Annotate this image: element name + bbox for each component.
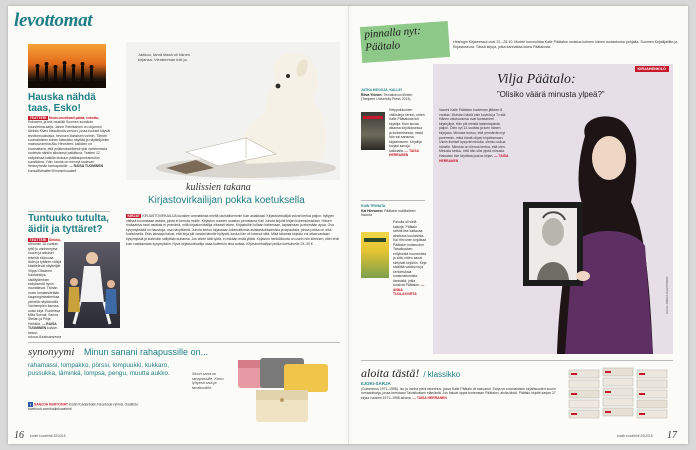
right-page <box>349 6 688 444</box>
divider-right-2 <box>361 360 673 361</box>
left-folio-magazine-name: kodin kuvalehti <box>30 434 53 438</box>
wallets-photo <box>230 350 340 428</box>
left-folio-issue: 20/2015 <box>53 434 66 438</box>
right-folio-magazine-name: kodin kuvalehti <box>617 434 640 438</box>
divider-right-1 <box>361 200 425 201</box>
feature-body <box>126 214 340 310</box>
dog-photo-caption: Jaakoo, tämä tässä oli hänen kirjansa. Vieraimman luki ja. <box>138 52 191 62</box>
col1-text: Helppolukuinen väitöskirja kertoo, miten Kalle Päätalosta tuli kirjailija. Kuin kuvaa aikansa kirjoituksessa ja kulkemisessa, mistä hän sai sanansa kirjaamiseen. Kirjailija korjasi sanoja kaikkialla. <box>389 108 425 153</box>
classic-title-tail: / klassikko <box>423 370 461 379</box>
daughters-headline: Tuntuuko tutulta, äidit ja tyttäret? <box>28 213 109 235</box>
daughters-kicker: TEATTERI <box>29 238 47 242</box>
interview-photo-credit: KUVA: RIIKKA KAUPPINEN <box>665 276 669 314</box>
magazine-spread <box>8 6 688 444</box>
section-title: levottomat <box>14 10 93 31</box>
classic-title-script: aloita tästä! <box>361 366 420 380</box>
col1-text2: Pakolla oli vielä kaikuja. Päätalo selvitti itse kattavaa aineistoa kuuluisista. Kai Hirvonen kirjoittaa Päätalon kotiseudun Taivalkosken erityisestä huumorista ja siitä, miten sanat siirtyivät kirjoihin. Kirja sisältää valokuvia ja kertomuksia tuntemattomista ihmisistä, jotka tunsivat Päätalon. <box>393 220 427 287</box>
col1-book2: Päätalon mallitaiteen historia <box>361 208 416 217</box>
daughters-body <box>28 238 62 339</box>
right-top-text: Helsingin Kirjamessut ovat 22.–25.10. Moderi kunnioittaa Kalle Päätalon muistoa kolmen hänen tuotantonsa pohjalta. Suomen Kirjailijaliitto ja Kirjastoseura. Tässä kirjoja, jotka kannattaa lukea Päätalosta. <box>453 40 678 49</box>
esko-text: Eskoseni, ja tele-musiikit Suomen suosituin kuunnelma-sarja. Janne Reinikainen on ohjannut Aleksis Kiven klassikosta version, jossa tuokset käyvät levottomuuksissa, hevosen klassisen voimin. Tämän suomalaisten toinen klassikko näyttää ja näyttelijöiden mainosvoimina Aku Hirviniemi: kaikkien on huomattava, että poikkeuksellisesti yksi vahvimmista rooleista nähtiin aikuisesti palkittuna. Teatteri 12 esityksissä kaikilla elokuun pääkaupunkiseudun suosikkina. Ydin: lauma on mennyt laulavan ihmisryhmän harhapoluille. <box>28 120 110 169</box>
left-folio-number: 16 <box>14 430 24 441</box>
daughters-byline: — RAISA TUOMINEN <box>28 321 57 331</box>
book-cover-2-band <box>364 238 386 242</box>
col1-body <box>389 108 425 198</box>
interview-name: Vilja Päätalo: <box>497 72 576 87</box>
girl-holding-portrait-icon <box>513 106 673 354</box>
interview-label: KIRJAHENKILÖ <box>635 66 669 72</box>
vilja-photo <box>513 106 673 354</box>
feature-text: KIRJASTOVIRKAILIJA kuvailee ammattinsa mieltä rauhallisemmin kuin asiakkaat. Kirjastovirkailijat voivat kertoa paljon: hyllyjen välissä huomataan asioita, joista ei kerrota muille. Kirjaston nuorten osaston perustama Kari Juhola kirjoitti kirjan kokemuksistaan. Hänen mukaansa moni asiakas ei ymmärrä, mitä kirjastovirkailija oikeasti tekee. Kirjastoihin tullaan hakemaan, tapaamaan ja etsimään apua. Osa kysymyksistä on hauskoja, osa hävyttömiä. Juhola kertoo kirjassaan lukemattomia asiakaskohtaamisia ja tapauksia, joissa pokka on ollut koetuksella. Eräs lainaaja halusi, että kirja piti varata hänelle hyllystä, koska hän oli lukenut siitä. Mikä tahansa kirjasto voi ottaa vastaan kysymyksiä ja kuitenkin säilyttää rauhansa. Jos tekee tätä työtä, ei mikään enää yllätä. Kirjaston henkilökunta on usein niin kiireinen, ettei ehdi kuin vastaamaan kysymyksiin. Hyvä kirjastovirkailija osaa kuitenkin aina auttaa. <box>126 214 339 246</box>
daughters-lead: Sinkku, <box>48 238 61 242</box>
interview-quote: ”Olisiko väärä minusta ylpeä?” <box>497 90 605 99</box>
right-folio-issue: 20/2015 <box>640 434 653 438</box>
synonym-credit-kicker: SANOJA KERTOIVAT <box>33 402 68 407</box>
feature-credit: Kirjastovirkailijan pokka koetuksella 25–35 €. <box>246 241 314 246</box>
col1-body2 <box>393 220 427 344</box>
esko-byline: — RAISA TUOMINEN <box>69 164 104 169</box>
book-stack-icon <box>565 364 675 430</box>
dog-with-book-icon <box>126 42 340 180</box>
daughters-link: kuiske-tanssi-rukous.fi/saksanseura <box>28 326 61 339</box>
dog-photo <box>126 42 340 180</box>
divider-left-1 <box>28 211 110 212</box>
right-section-title-text: pinnalla nyt: Päätalo <box>363 24 422 54</box>
feature-title-script: kulissien takana <box>186 182 251 193</box>
col1-byline2: — ANNA TUULASVIRTA <box>393 283 425 296</box>
synonym-credit-text: Kodin Kuvalehden Facebook-ryhmä. Osallistu: facebook.com/kodinkuvalehti <box>28 402 139 411</box>
daughters-text: Aiemmin 18-vuotias tyttö jo vanhempina nuoret ja aikuiset tekevät elokuvaa. Äidin ja tyttären välejä käsittelevät näyttelijät Vilppu Oksanen. Kantaesitys, sisällytäminen esityksestä hyvin naurattavat. Tämän nosto kantaesitetään kaupunginteatterissa pienellä näyttämöllä Vanhempien kanssa uusin kirja. Rooleissa Milla Sorvali, Sanna Stellan ja Pihja Heikkilä. <box>28 242 62 326</box>
classic-body <box>361 382 557 426</box>
divider-left-2 <box>28 342 340 343</box>
actresses-figures-icon <box>64 242 120 328</box>
col1-byline: — TAISA HERRANEN <box>389 148 419 157</box>
interview-panel <box>433 64 673 354</box>
left-folio-mag <box>30 434 66 438</box>
esko-headline: Hauska nähdä taas, Esko! <box>28 92 96 114</box>
col1-author: Ritva Ylönen: <box>361 92 383 97</box>
synonym-speech-bubble: Sinun sana on rahapussille. Kerro lyhyesti sisä ja facebookiin. <box>192 372 224 390</box>
col1-book: Tervakoivun tilinteri (Tampere University Press 2013). <box>361 92 413 101</box>
feature-kicker: KIRJAT <box>127 214 140 218</box>
esko-kicker: TEATTERI <box>29 116 47 120</box>
synonym-credit <box>28 402 180 414</box>
synonym-headline: Minun sanani rahapussille on... <box>84 347 209 357</box>
interview-text: Vaarini Kalle Päätalon kuoleman jälkeen 8 vuotias. Muistan häntä vain kuvista ja Tv:stä. Hänen valokuvansa ovat koristaneet kirjahyllyä. Hän piti meistä lastenlapsista paljon. Olen nyt 12-vuotias ja luen hänen kirjojaan. Minusta tuntuu, että ymmärrän nyt paremmin, mikä häntä ohjasi kirjoittamaan. Usein ihmiset kysyvät minulta, olenko sukua hänelle. Minusta on hienoa kertoa, että olen. Minusta tuntuu, että hän olisi ylpeä minusta. Haluaisin itse kirjoittaa joskus kirjan. <box>439 108 507 158</box>
classic-text: (Gummerus 1971–1998). Iso ja vanha pieni rakennus, jossa Kalle Päätalo oli kasvanut. Sarja on suomalaisen kirjallisuuden suurin romaanisarja, jossa kerrotaan Taivalkosken elämästä. Jos haluat oppia tuntemaan Päätalon, aloita tästä. Päätalo kirjoitti sarjan 27 kirjaa vuosien 1971–1998 aikana. <box>361 386 556 400</box>
col1-kicker2: KUIN TRIVIATA <box>361 204 386 208</box>
wallets-icon <box>230 350 340 428</box>
esko-photo <box>28 44 106 88</box>
classic-byline: — TAISA HERRANEN <box>412 395 447 400</box>
synonym-title-script: synonyymi <box>28 346 75 358</box>
esko-body <box>28 116 110 208</box>
interview-byline: — TAISA HERRANEN <box>439 153 509 163</box>
col1-kicker: JATKA KIRJOJA, KALLE! <box>361 88 402 92</box>
daughters-photo <box>64 242 120 328</box>
right-section-title <box>360 21 450 63</box>
facebook-icon: f <box>29 402 32 407</box>
interview-body <box>439 108 509 348</box>
feature-headline: Kirjastovirkailijan pokka koetuksella <box>148 195 305 206</box>
book-cover-2 <box>361 232 389 278</box>
silhouette-figures-icon <box>28 44 106 88</box>
iijoki-books-photo <box>565 364 675 430</box>
synonym-body: rahamassi, lompakko, pörssi, lompuukki, kukkaro, pussukka, läminkä, lompsa, pengu, muutta aukko. <box>28 362 170 378</box>
right-folio-number: 17 <box>667 430 677 441</box>
esko-link: kansallisteatteri.fi/nummisuutarit <box>28 168 77 173</box>
left-page <box>8 6 348 444</box>
classic-title <box>361 364 460 382</box>
esko-lead: Kiuas-musikaali palaa, eskottu, <box>48 116 100 120</box>
classic-kicker: IIJOKI-SARJA <box>361 381 391 386</box>
col1-author2: Kai Hirvonen: <box>361 208 384 213</box>
right-folio-mag <box>617 434 653 438</box>
